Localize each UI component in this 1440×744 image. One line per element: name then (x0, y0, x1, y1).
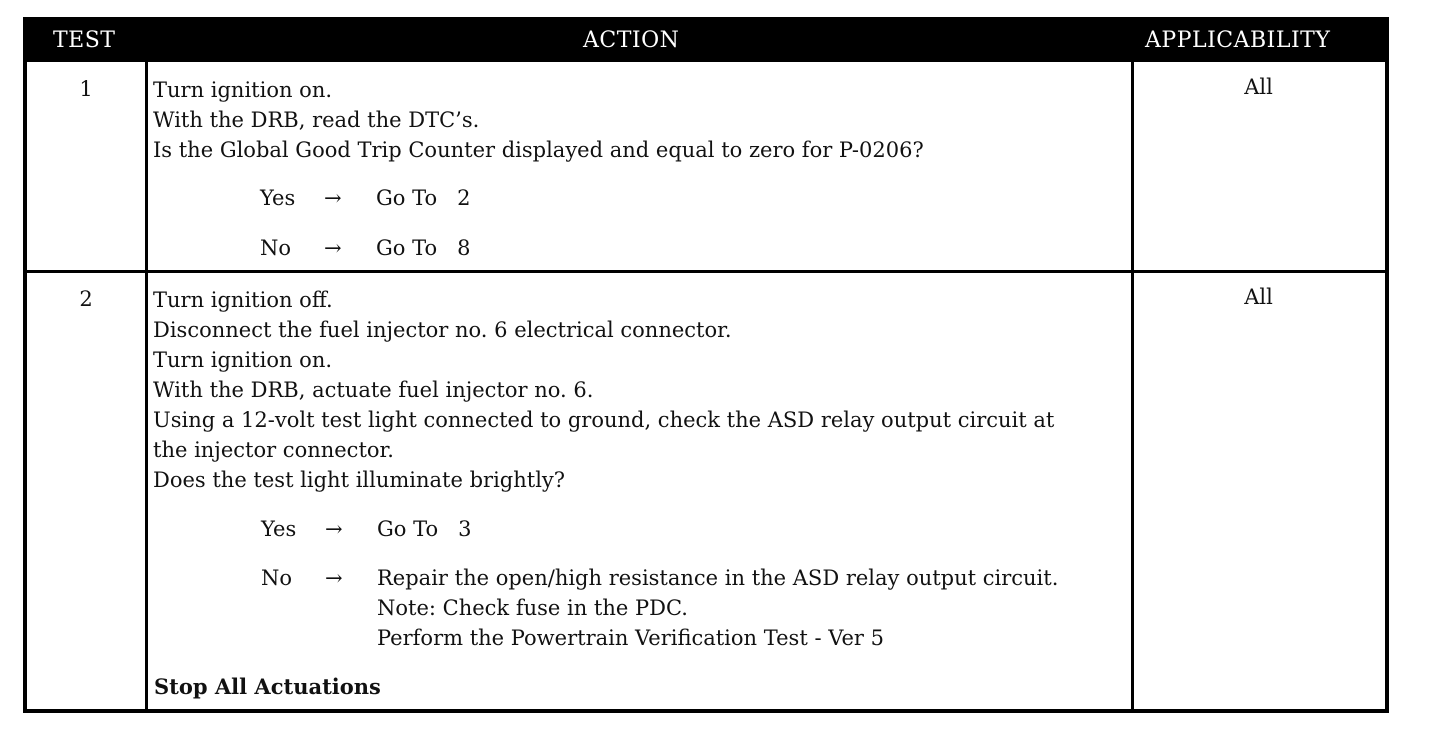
diagnostic-table (23, 17, 1389, 713)
action-line: the injector connector. (153, 438, 394, 462)
branch-target: Go To 3 (377, 517, 472, 541)
branch-key: No (260, 236, 292, 260)
stop-actuations-note: Stop All Actuations (154, 674, 381, 699)
action-line: Using a 12-volt test light connected to ground, check the ASD relay output circuit at (153, 408, 1055, 432)
target-line: Perform the Powertrain Verification Test - Ver 5 (377, 626, 884, 650)
applicability-value: All (1244, 285, 1273, 309)
action-line: With the DRB, read the DTC’s. (153, 108, 480, 132)
action-line: Turn ignition off. (153, 288, 333, 312)
action-line: Does the test light illuminate brightly? (153, 468, 566, 492)
header-test: TEST (53, 28, 116, 53)
action-line: Is the Global Good Trip Counter displayed and equal to zero for P-0206? (153, 138, 924, 162)
action-text (153, 75, 924, 165)
branch-key: Yes (261, 517, 297, 541)
branch-target (377, 563, 1058, 653)
action-line: Turn ignition on. (153, 78, 333, 102)
arrow-icon: → (325, 517, 343, 541)
branch-key: Yes (260, 186, 296, 210)
target-line: Repair the open/high resistance in the ASD relay output circuit. (377, 566, 1059, 590)
arrow-icon: → (324, 236, 342, 260)
column-divider (1131, 62, 1134, 713)
applicability-value: All (1244, 75, 1273, 99)
column-divider (145, 62, 148, 713)
branch-target: Go To 8 (376, 236, 471, 260)
header-applicability: APPLICABILITY (1145, 28, 1331, 53)
branch-target: Go To 2 (376, 186, 471, 210)
action-line: With the DRB, actuate fuel injector no. 6. (153, 378, 594, 402)
action-line: Disconnect the fuel injector no. 6 electrical connector. (153, 318, 732, 342)
test-number: 2 (79, 287, 93, 311)
arrow-icon: → (325, 566, 343, 590)
branch-key: No (261, 566, 293, 590)
table-header (27, 21, 1385, 62)
arrow-icon: → (324, 186, 342, 210)
row-divider (27, 270, 1385, 273)
test-number: 1 (79, 77, 93, 101)
target-line: Note: Check fuse in the PDC. (377, 596, 688, 620)
action-line: Turn ignition on. (153, 348, 333, 372)
action-text (153, 285, 1054, 495)
header-action: ACTION (583, 28, 680, 53)
